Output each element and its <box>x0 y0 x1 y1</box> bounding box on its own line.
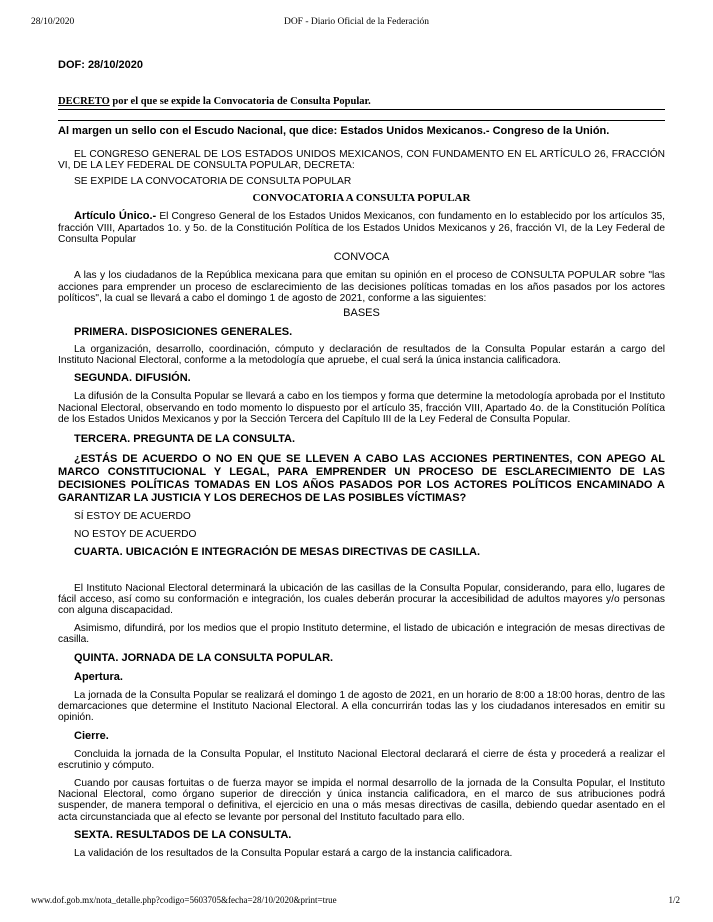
document-body <box>58 59 665 860</box>
segunda-paragraph: La difusión de la Consulta Popular se llevará a cabo en los tiempos y forma que determine la metodología aprobada por el Instituto Nacional Electoral, observando en todo momento lo dispuesto por el artículo 35, fracción VIII, Apartado 4o. de la Constitución Política de los Estados Unidos Mexicanos y por la Sección Tercera del Capítulo III de la Ley Federal de Consulta Popular. <box>58 391 665 426</box>
decreto-link[interactable]: DECRETO <box>58 96 110 107</box>
print-footer-page-number: 1/2 <box>668 895 680 905</box>
congreso-paragraph: EL CONGRESO GENERAL DE LOS ESTADOS UNIDOS MEXICANOS, CON FUNDAMENTO EN EL ARTÍCULO 26, FRACCIÓN VI, DE LA LEY FEDERAL DE CONSULTA POPULAR, DECRETA: <box>58 149 665 172</box>
convoca-heading: CONVOCA <box>333 251 390 264</box>
decreto-title-rest: por el que se expide la Convocatoria de Consulta Popular. <box>109 96 371 107</box>
cuarta-paragraph-2: Asimismo, difundirá, por los medios que el propio Instituto determine, el listado de ubicación e integración de mesas directivas de casilla. <box>58 622 665 646</box>
articulo-unico-label: Artículo Único.- <box>74 210 157 223</box>
articulo-unico-text: El Congreso General de los Estados Unidos Mexicanos, con fundamento en lo establecido por los artículos 35, fracción VIII, Apartados 1o. y 5o. de la Constitución Política de los Estados Unidos Mexicanos y 26, fracción VI, de la Ley Federal de Consulta Popular <box>58 211 665 246</box>
cierre-paragraph-1: Concluida la jornada de la Consulta Popular, el Instituto Nacional Electoral declarará el cierre de ésta y procederá a realizar el escrutinio y cómputo. <box>58 748 665 772</box>
option-yes: SÍ ESTOY DE ACUERDO <box>74 510 191 522</box>
tercera-heading: TERCERA. PREGUNTA DE LA CONSULTA. <box>74 432 296 445</box>
option-no: NO ESTOY DE ACUERDO <box>74 528 197 540</box>
consulta-question: ¿ESTÁS DE ACUERDO O NO EN QUE SE LLEVEN A CABO LAS ACCIONES PERTINENTES, CON APEGO AL MARCO CONSTITUCIONAL Y LEGAL, PARA EMPRENDER UN PROCESO DE ESCLARECIMIENTO DE LAS DECISIONES POLÍTICAS TOMADAS EN LOS AÑOS PASADOS POR LOS ACTORES POLÍTICOS ENCAMINADO A GARANTIZAR LA JUSTICIA Y LOS DERECHOS DE LAS POSIBLES VÍCTIMAS? <box>58 452 665 505</box>
print-header-date: 28/10/2020 <box>31 17 75 27</box>
cierre-paragraph-2: Cuando por causas fortuitas o de fuerza mayor se impida el normal desarrollo de la jornada de la Consulta Popular, el Instituto Nacional Electoral, como órgano superior de dirección y única instancia calificadora, en el marco de sus atribuciones podrá suspender, de manera temporal o definitiva, el ejercicio en una o más mesas directivas de casilla, debiendo quedar asentado en el acta circunstanciada que al efecto se levante por personal del Instituto facultado para ello. <box>58 777 665 823</box>
cuarta-paragraph-1: El Instituto Nacional Electoral determinará la ubicación de las casillas de la Consulta Popular, considerando, para ello, lugares de fácil acceso, así como su conformación e integración, los cuales deberán procurar la accesibilidad de adultos mayores y/o personas con alguna discapacidad. <box>58 582 665 617</box>
dof-date: DOF: 28/10/2020 <box>58 59 143 71</box>
sexta-paragraph: La validación de los resultados de la Consulta Popular estará a cargo de la instancia calificadora. <box>74 848 513 860</box>
divider-line <box>58 120 665 121</box>
cuarta-heading: CUARTA. UBICACIÓN E INTEGRACIÓN DE MESAS DIRECTIVAS DE CASILLA. <box>74 545 480 558</box>
primera-heading: PRIMERA. DISPOSICIONES GENERALES. <box>74 325 293 338</box>
se-expide-line: SE EXPIDE LA CONVOCATORIA DE CONSULTA POPULAR <box>74 175 352 187</box>
cierre-heading: Cierre. <box>74 729 109 742</box>
print-footer-url: www.dof.gob.mx/nota_detalle.php?codigo=5603705&fecha=28/10/2020&print=true <box>31 895 337 905</box>
convoca-paragraph: A las y los ciudadanos de la República mexicana para que emitan su opinión en el proceso de CONSULTA POPULAR sobre "las acciones para emprender un proceso de esclarecimiento de las decisiones políticas tomadas en los años pasados por los actores políticos", la cual se llevará a cabo el domingo 1 de agosto de 2021, conforme a las siguientes: <box>58 270 665 305</box>
sexta-heading: SEXTA. RESULTADOS DE LA CONSULTA. <box>74 829 292 842</box>
articulo-unico-paragraph <box>58 211 665 245</box>
sello-paragraph: Al margen un sello con el Escudo Nacional, que dice: Estados Unidos Mexicanos.- Congreso de la Unión. <box>58 125 610 137</box>
divider-line <box>58 109 665 110</box>
apertura-heading: Apertura. <box>74 670 123 683</box>
bases-heading: BASES <box>343 306 380 319</box>
quinta-heading: QUINTA. JORNADA DE LA CONSULTA POPULAR. <box>74 651 334 664</box>
primera-paragraph: La organización, desarrollo, coordinación, cómputo y declaración de resultados de la Consulta Popular estarán a cargo del Instituto Nacional Electoral, conforme a la metodología que apruebe, el cual será la única instancia calificadora. <box>58 343 665 367</box>
segunda-heading: SEGUNDA. DIFUSIÓN. <box>74 372 191 385</box>
print-header-title: DOF - Diario Oficial de la Federación <box>283 17 430 27</box>
convocatoria-title: CONVOCATORIA A CONSULTA POPULAR <box>252 192 471 205</box>
apertura-paragraph: La jornada de la Consulta Popular se realizará el domingo 1 de agosto de 2021, en un horario de 8:00 a 18:00 horas, dentro de las demarcaciones que determine el Instituto Nacional Electoral. A ella concurrirán todas las y los ciudadanos interesados en emitir su opinión. <box>58 689 665 724</box>
decreto-title <box>58 96 665 107</box>
